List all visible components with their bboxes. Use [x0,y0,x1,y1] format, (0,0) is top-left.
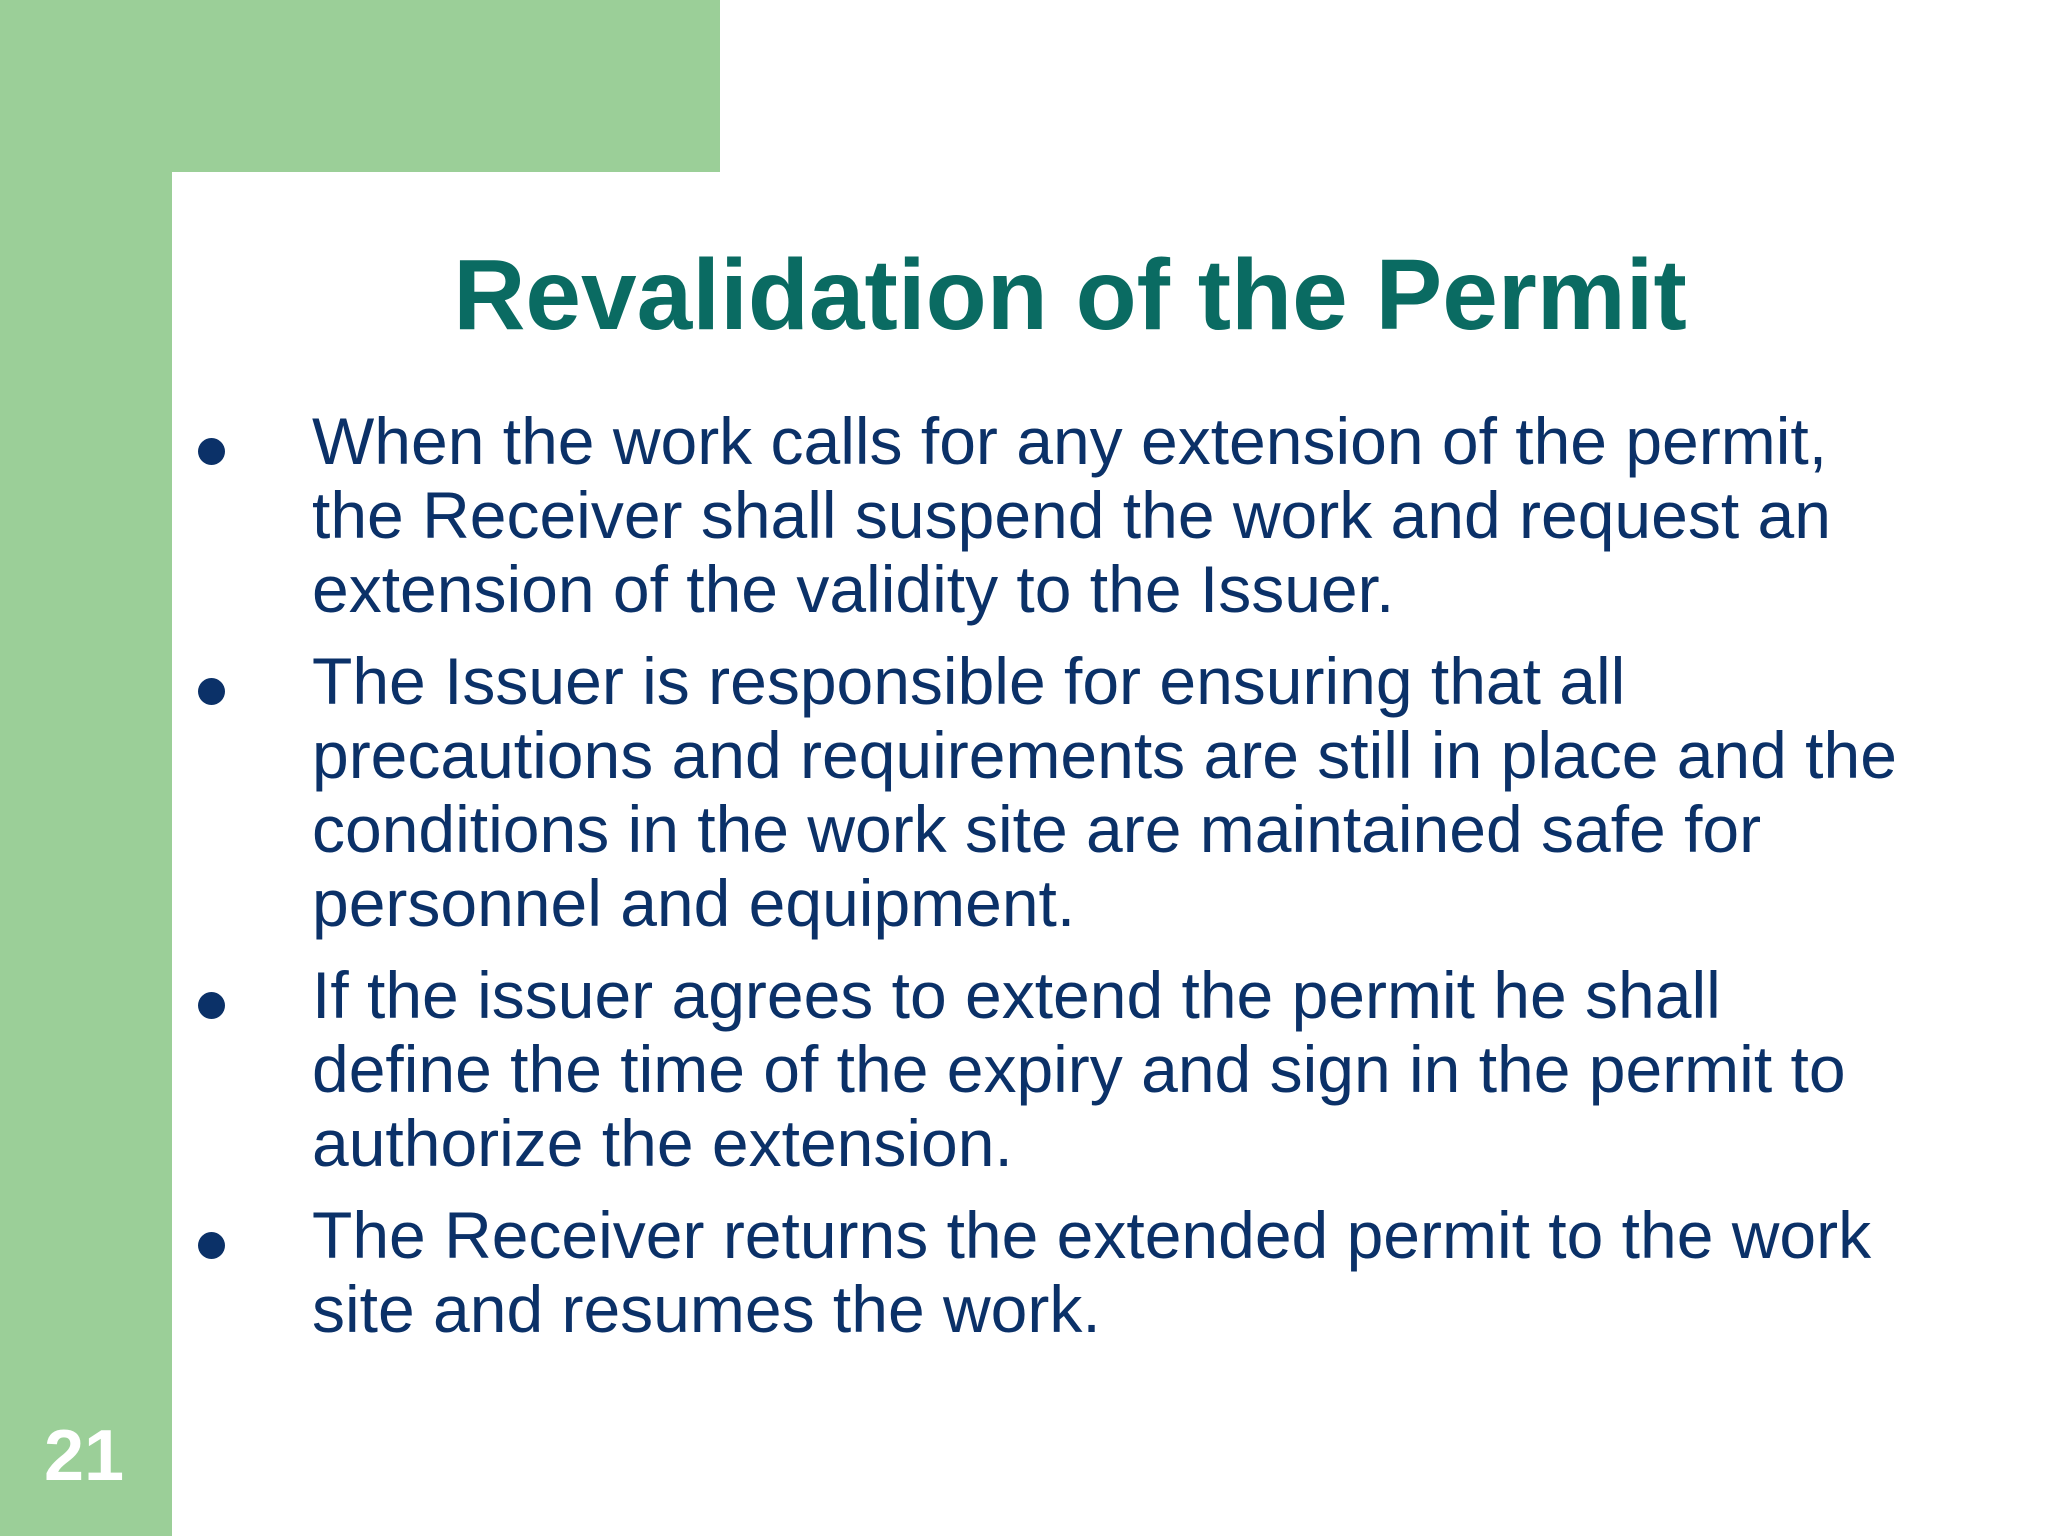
bullet-text: The Issuer is responsible for ensuring that all precautions and requirements are still in place and the conditions in the work site are maintained safe for personnel and equipment. [312,644,1897,940]
top-accent-bar [0,0,720,172]
bullet-text: If the issuer agrees to extend the permit he shall define the time of the expiry and sign in the permit to authorize the extension. [312,958,1846,1180]
bullet-item [190,644,1910,940]
bullet-item [190,404,1910,626]
bullet-dot-icon [198,992,225,1019]
bullet-item [190,958,1910,1180]
bullet-item [190,1198,1910,1346]
bullet-dot-icon [198,678,225,705]
bullet-text: When the work calls for any extension of the permit, the Receiver shall suspend the work and request an extension of the validity to the Issuer. [312,404,1831,626]
bullet-list [190,404,1910,1364]
page-number: 21 [44,1416,125,1496]
bullet-dot-icon [198,438,225,465]
bullet-text: The Receiver returns the extended permit to the work site and resumes the work. [312,1198,1872,1346]
bullet-dot-icon [198,1232,225,1259]
left-accent-bar [0,0,172,1536]
slide-title: Revalidation of the Permit [453,239,1687,351]
